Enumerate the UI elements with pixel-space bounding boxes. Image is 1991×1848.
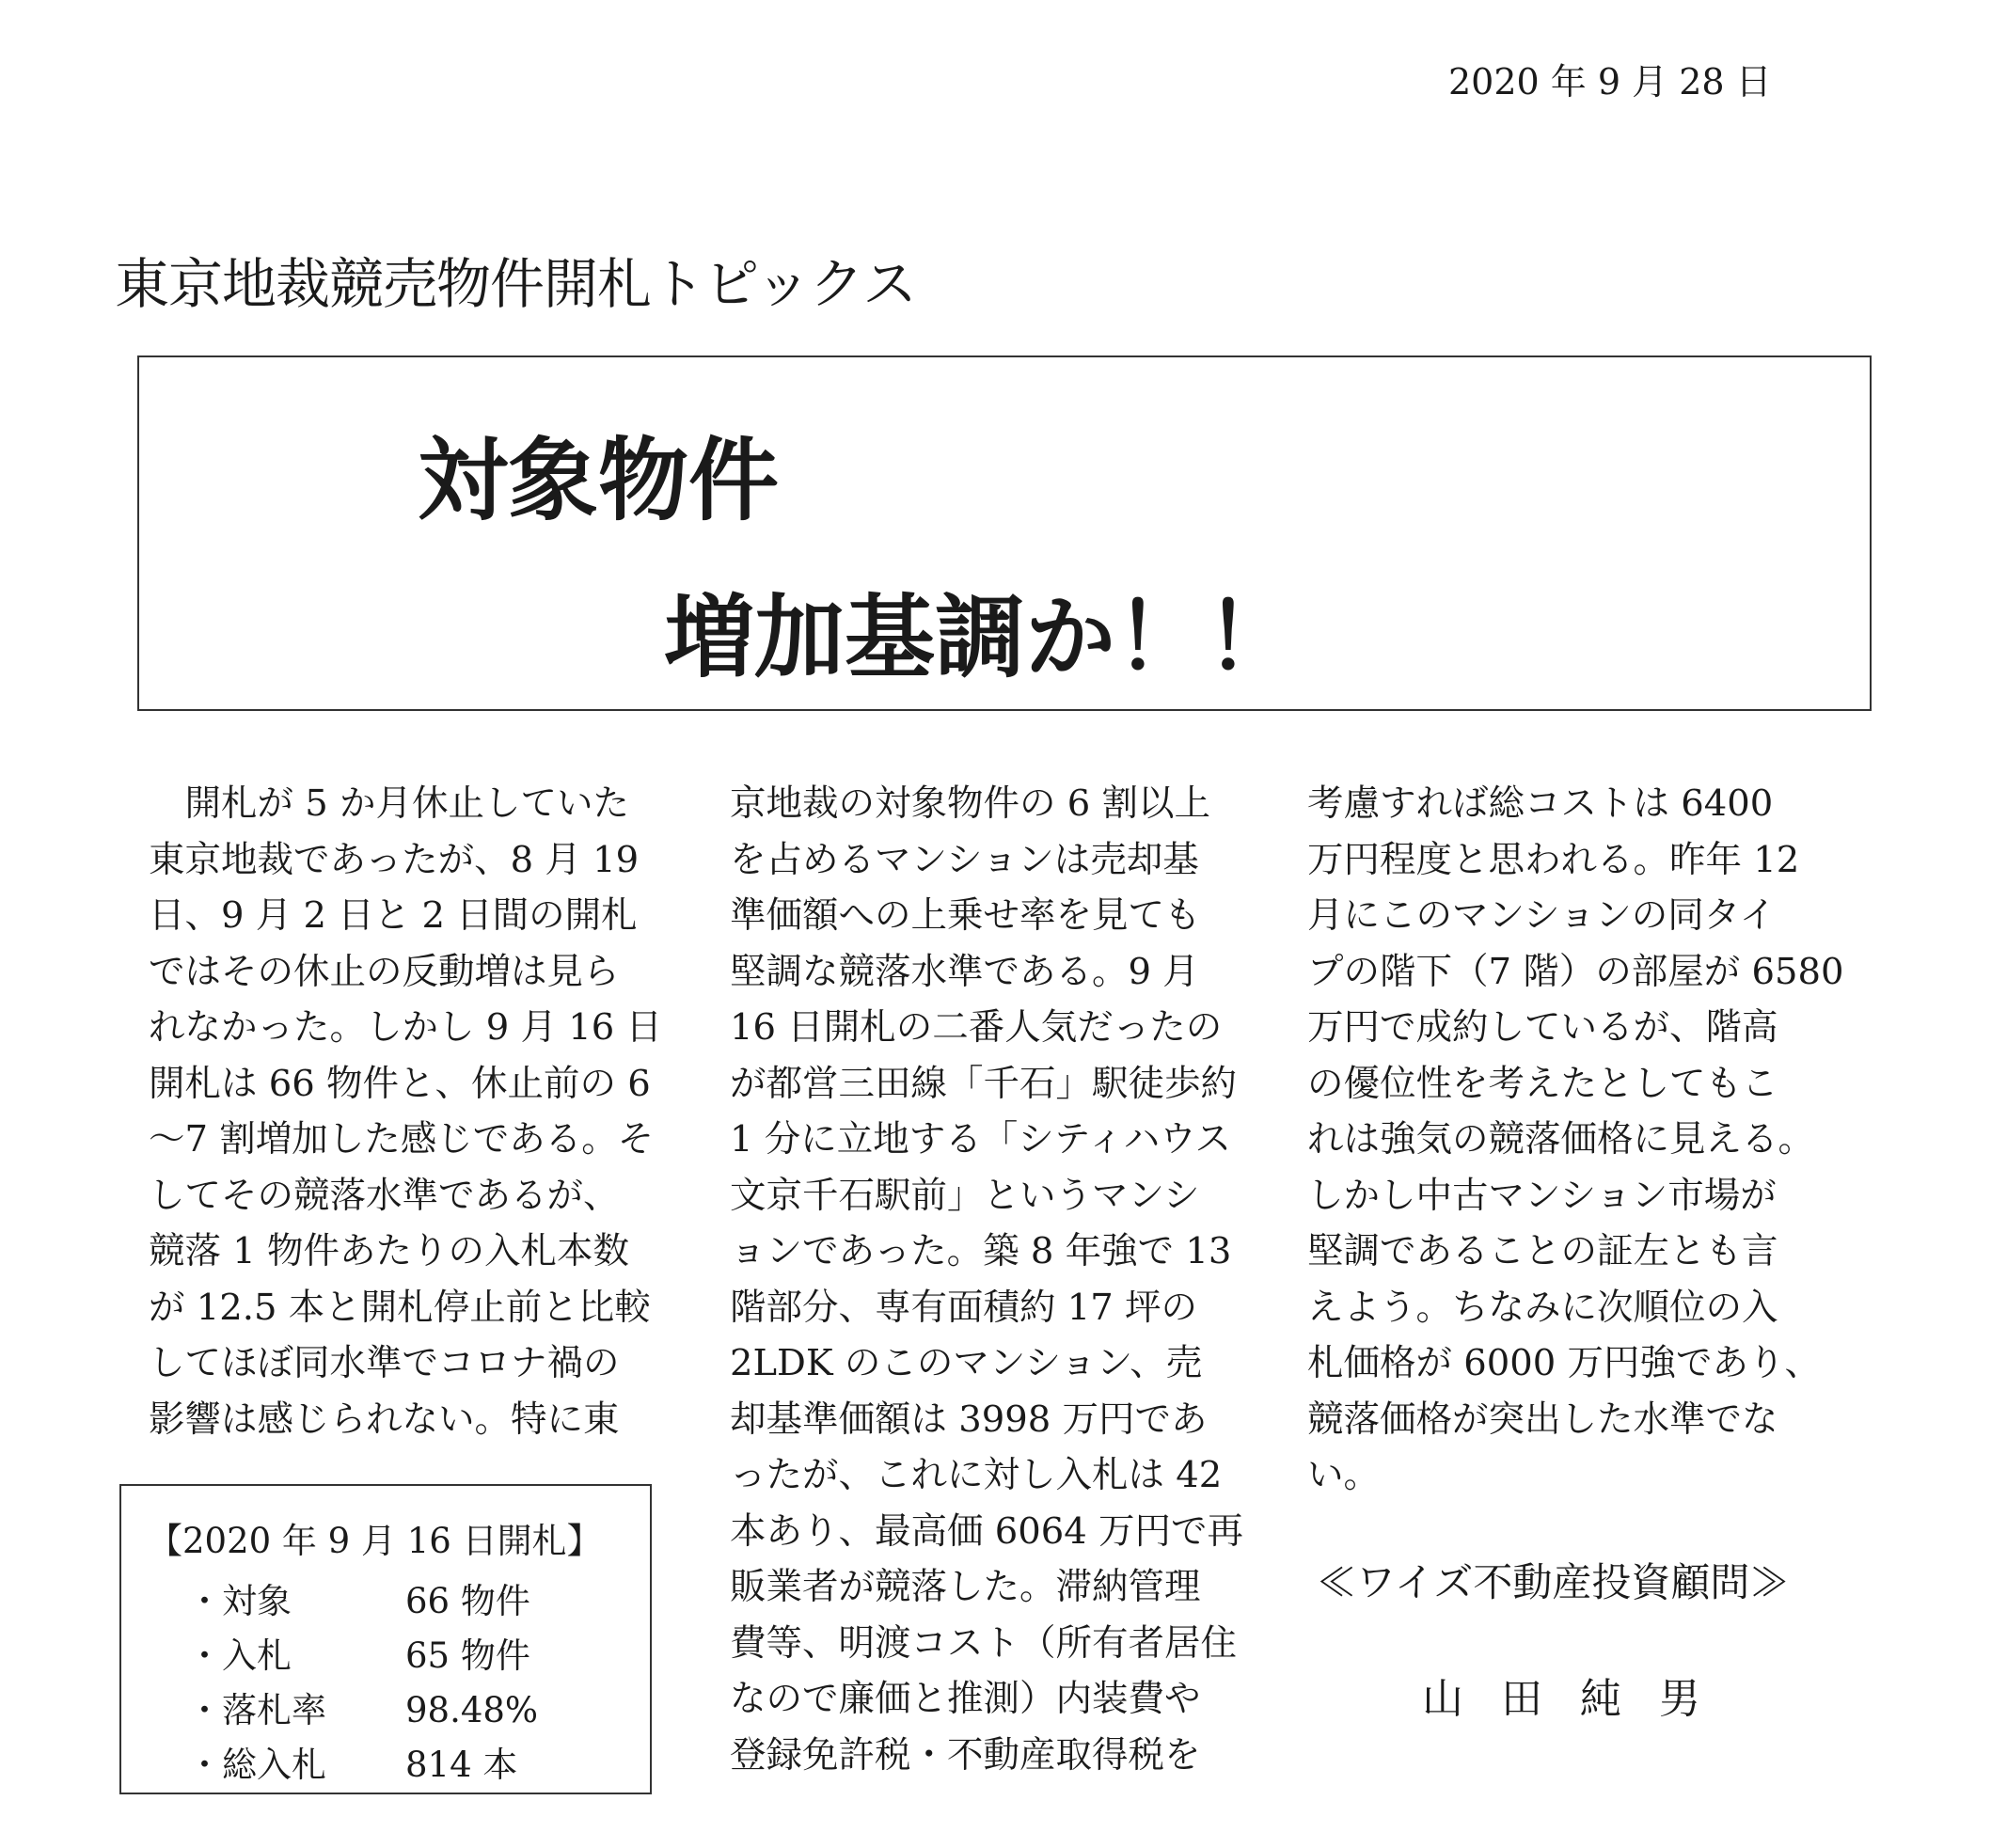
text-line: プの階下（7 階）の部屋が 6580 [1307,950,1844,993]
headline-line-1: 対象物件 [418,428,779,533]
text-line: ョンであった。築 8 年強で 13 [730,1230,1232,1272]
text-line: 東京地裁であったが、8 月 19 [149,838,640,881]
text-line: 月にこのマンションの同タイ [1307,894,1776,937]
text-line: ったが、これに対し入札は 42 [730,1454,1223,1496]
article-column-2 [730,776,1243,1783]
text-line: 2LDK のこのマンション、売 [730,1342,1203,1384]
summary-row-bids [187,1627,530,1678]
text-line: が都営三田線「千石」駅徒歩約 [730,1062,1238,1105]
text-line: 販業者が競落した。滞納管理 [730,1566,1201,1608]
text-line: 16 日開札の二番人気だったの [730,1006,1223,1049]
summary-row-targets [187,1572,530,1623]
text-line: 札価格が 6000 万円強であり、 [1307,1342,1821,1384]
text-line: の優位性を考えたとしてもこ [1307,1062,1778,1105]
article-column-3 [1307,776,1844,1504]
text-line: なので廉価と推測）内装費や [730,1678,1201,1720]
text-line: 万円程度と思われる。昨年 12 [1307,838,1800,881]
summary-label: ・総入札 [187,1745,326,1785]
summary-value: 98.48% [405,1690,539,1730]
text-line: 京地裁の対象物件の 6 割以上 [730,782,1210,825]
text-line: 堅調な競落水準である。9 月 [730,950,1199,993]
summary-row-success-rate [187,1682,538,1732]
summary-label: ・対象 [187,1581,292,1621]
summary-label: ・入札 [187,1635,292,1676]
author-name: 山田純男 [1422,1675,1738,1723]
text-line: してその競落水準であるが、 [149,1174,620,1217]
text-line: 堅調であることの証左とも言 [1307,1230,1778,1272]
summary-value: 65 物件 [405,1635,530,1676]
headline-line-2: 増加基調か！！ [664,585,1296,690]
firm-name: ≪ワイズ不動産投資顧問≫ [1317,1559,1790,1605]
headline-box [137,355,1872,711]
text-line: 階部分、専有面積約 17 坪の [730,1286,1197,1329]
text-line: えよう。ちなみに次順位の入 [1307,1286,1778,1329]
text-line: ではその休止の反動増は見ら [149,950,620,993]
summary-value: 814 本 [405,1745,518,1785]
text-line: 競落 1 物件あたりの入札本数 [149,1230,629,1272]
text-line: 日、9 月 2 日と 2 日間の開札 [149,894,638,937]
text-line: 却基準価額は 3998 万円であ [730,1398,1208,1441]
summary-row-total-bids [187,1736,517,1787]
text-line: が 12.5 本と開札停止前と比較 [149,1286,651,1329]
text-line: 準価額への上乗せ率を見ても [730,894,1201,937]
text-line: 費等、明渡コスト（所有者居住 [730,1621,1238,1665]
text-line: れは強気の競落価格に見える。 [1307,1118,1815,1161]
article-column-1 [149,776,662,1447]
text-line: 1 分に立地する「シティハウス [730,1118,1231,1161]
text-line: 影響は感じられない。特に東 [149,1398,620,1441]
summary-heading: 【2020 年 9 月 16 日開札】 [148,1521,602,1561]
text-line: 登録免許税・不動産取得税を [730,1733,1201,1777]
text-line: 万円で成約しているが、階高 [1307,1006,1778,1049]
series-title: 東京地裁競売物件開札トピックス [115,252,917,316]
document-date: 2020 年 9 月 28 日 [1448,61,1772,103]
text-line: ～7 割増加した感じである。そ [149,1118,655,1161]
text-line: 開札が 5 か月休止していた [149,782,629,825]
text-line: 本あり、最高価 6064 万円で再 [730,1509,1243,1553]
text-line: してほぼ同水準でコロナ禍の [149,1342,620,1384]
text-line: 競落価格が突出した水準でな [1307,1398,1778,1441]
text-line: 開札は 66 物件と、休止前の 6 [149,1062,651,1105]
summary-label: ・落札率 [187,1690,326,1730]
auction-summary-box [119,1484,652,1794]
text-line: い。 [1307,1454,1381,1496]
summary-value: 66 物件 [405,1581,530,1621]
text-line: 考慮すれば総コストは 6400 [1307,782,1774,825]
text-line: 文京千石駅前」というマンシ [730,1174,1200,1217]
text-line: しかし中古マンション市場が [1307,1174,1777,1217]
text-line: れなかった。しかし 9 月 16 日 [149,1006,662,1049]
text-line: を占めるマンションは売却基 [730,838,1199,881]
